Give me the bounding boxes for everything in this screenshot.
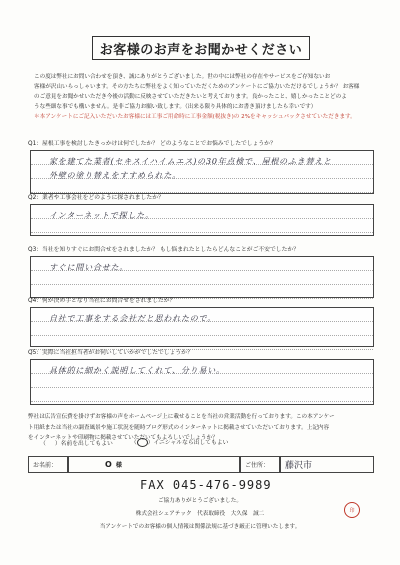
notice-line: 弊社は広告宣伝費を掛けずお客様の声をホームページ上に載せることを当社の営業活動を行っております。この本アンケー xyxy=(28,414,335,420)
answer-text xyxy=(49,209,154,223)
intro-text xyxy=(34,72,374,122)
address-label: ご住所： xyxy=(240,456,280,473)
choice-initial-ok[interactable]: （ ）イニシャルなら出してもよい xyxy=(130,440,229,446)
choice-label: イニシャルなら出してもよい xyxy=(153,440,229,446)
answer-text xyxy=(49,155,332,183)
intro-line: この度は弊社にお問い合わせを頂き、誠にありがとうございました。世の中には弊社の存在やサービスをご存知ないお xyxy=(34,74,331,80)
choice-label: 名前を出してもよい xyxy=(60,440,113,447)
answer-field-2[interactable] xyxy=(30,204,374,236)
notice-line: ト用紙または当社の調査風景や施工状況を随時ブログ形式のインターネットに掲載させていただいております。上記内容 xyxy=(28,424,330,431)
address-field[interactable] xyxy=(280,456,374,473)
unchecked-mark-icon xyxy=(46,440,55,447)
answer-text xyxy=(49,261,128,275)
answer-line: 外壁の塗り替えをすすめられた。 xyxy=(49,171,182,180)
question-text: Q2：業者や工事会社をどのように探されましたか？ xyxy=(28,195,164,201)
question-5 xyxy=(28,349,374,405)
answer-text xyxy=(49,364,225,378)
intro-line: のご意見をお聞かせいただき今後の活動に反映させていただきたいと考えております。良かったこと、嬉しかったことどのよ xyxy=(34,94,347,100)
question-4 xyxy=(28,297,374,347)
answer-field-4[interactable] xyxy=(30,307,374,347)
question-text: Q4：何が決め手となり当社にお問合せをされましたか？ xyxy=(28,298,176,304)
privacy-note: 当アンケートでのお客様の個人情報は関係法規に基づき厳正に管理いたします。 xyxy=(99,524,301,530)
fax-number: FAX 045-476-9989 xyxy=(140,478,272,492)
question-text: Q1：屋根工事を検討したきっかけは何でしたか？ どのようなことでお悩みでしたでしょうか？ xyxy=(28,141,276,147)
cashback-note: ＊本アンケートにご記入いただいたお客様には工事ご用命時に工事金額(税抜き)の 2%をキャッシュバックさせていただきます。 xyxy=(34,114,356,120)
address-value: 藤沢市 xyxy=(285,461,313,471)
notice-line: をインターネットや印刷物に掲載させていただいてもよろしいでしょうか？ xyxy=(28,435,218,441)
answer-line: すぐに問い合せた。 xyxy=(49,263,129,272)
name-suffix: 様 xyxy=(115,462,122,469)
company-seal: 印 xyxy=(344,502,360,518)
answer-line: 自社で工事をする会社だと思われたので。 xyxy=(49,314,217,323)
question-3 xyxy=(28,246,374,298)
name-address-row xyxy=(28,456,374,473)
answer-field-3[interactable] xyxy=(30,256,374,298)
name-field[interactable] xyxy=(68,456,240,473)
answer-line: 家を建てた業者(セキスイハイムエス)の30年点検で、屋根のふき替えと xyxy=(49,157,332,166)
choice-name-ok[interactable]: （ ）名前を出してもよい xyxy=(40,440,113,447)
publish-choice xyxy=(40,437,228,447)
answer-line: 具体的に細かく説明してくれて、分り易い。 xyxy=(49,366,225,375)
thanks-text: ご協力ありがとうございました。 xyxy=(158,498,242,504)
answer-text xyxy=(49,312,216,326)
question-2 xyxy=(28,194,374,236)
intro-line: 客様が沢山いらっしゃいます。その方たちに弊社をよく知っていただくためのアンケートにご協力いただけるでしょうか？ お客様 xyxy=(34,84,360,90)
page-title: お客様のお声をお聞かせください xyxy=(92,36,310,60)
intro-line: うな些細な事でも構いません。是非ご協力お願い致します。（出来る限り具体的にお書き頂けましたら幸いです） xyxy=(34,104,317,110)
answer-field-1[interactable] xyxy=(30,150,374,194)
name-value: O xyxy=(105,460,112,469)
question-text: Q3：当社を知りすぐにお問合せをされましたか？ もし悩まれたとしたらどんなことがご不安でしたか？ xyxy=(28,247,299,253)
name-label: お名前： xyxy=(28,456,68,473)
company-name: 株式会社シェアテック 代表取締役 大久保 誠二 xyxy=(135,511,265,517)
answer-line: インターネットで探した。 xyxy=(49,211,154,220)
answer-field-5[interactable] xyxy=(30,359,374,405)
question-1 xyxy=(28,140,374,194)
circle-mark-icon xyxy=(137,438,148,447)
question-text: Q5：実際に当社担当者がお伺いしていかがでしたでしょうか？ xyxy=(28,350,193,356)
